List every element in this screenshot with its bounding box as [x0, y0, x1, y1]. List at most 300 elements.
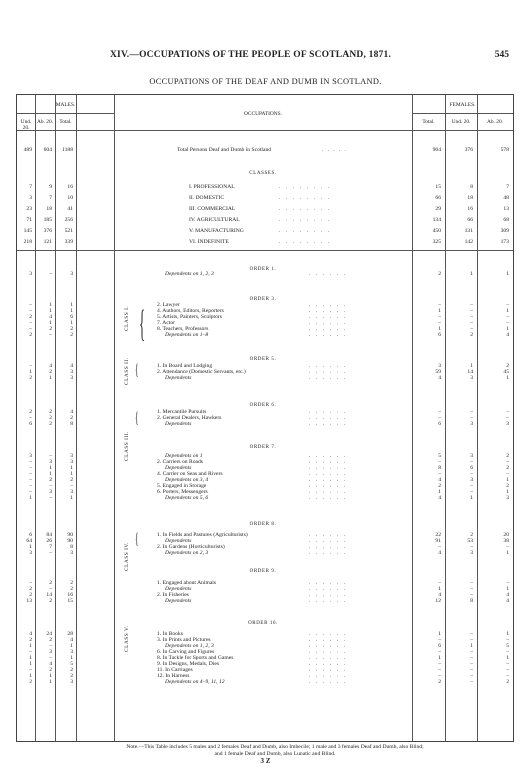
cell: – [506, 580, 509, 586]
cell: – [470, 679, 473, 685]
cell: – [470, 314, 473, 320]
cell: – [470, 483, 473, 489]
cell: 66 [435, 195, 441, 201]
brace-icon: { [134, 531, 139, 548]
cell: 1 [470, 271, 473, 277]
leader-dots: . . . . . . [309, 465, 346, 471]
cell: – [470, 459, 473, 465]
note-line: Note.—This Table includes 5 males and 2 females Deaf and Dumb, also Imbecile; 1 male and 3 females Deaf and Dumb, also Blind; [126, 744, 424, 750]
leader-dots: . . . . . . [309, 544, 346, 550]
cell: – [49, 271, 52, 277]
cell: 3 [438, 363, 441, 369]
cell: – [506, 409, 509, 415]
cell: 2 [49, 580, 52, 586]
cell: 28 [67, 631, 73, 637]
leader-dots: . . . . . . [309, 421, 346, 427]
occupation-label: Dependents on 4–9, 11, 12 [165, 679, 225, 685]
cell: 3 [470, 375, 473, 381]
f-ab20-heading: Ab. 20. [486, 119, 504, 125]
cell: 4 [506, 332, 509, 338]
cell: 2 [70, 477, 73, 483]
cell: – [29, 465, 32, 471]
occupations-heading: OCCUPATIONS. [244, 111, 282, 117]
order-heading: ORDER 5. [249, 357, 277, 362]
cell: 3 [470, 477, 473, 483]
cell: 53 [467, 538, 473, 544]
cell: 1 [506, 326, 509, 332]
occupation-label: 6. In Carving and Figures [157, 649, 215, 655]
brace-icon: { [134, 362, 139, 379]
cell: – [49, 643, 52, 649]
cell: – [506, 544, 509, 550]
cell: 185 [43, 217, 52, 223]
cell: – [29, 580, 32, 586]
cell: 90 [67, 538, 73, 544]
cell: 14 [467, 369, 473, 375]
cell: – [470, 661, 473, 667]
cell: 1 [49, 302, 52, 308]
cell: 5 [438, 453, 441, 459]
cell: 15 [435, 184, 441, 190]
cell: 3 [70, 679, 73, 685]
cell: 2 [29, 592, 32, 598]
cell: 1 [49, 673, 52, 679]
leader-dots: . . . . . . [309, 314, 346, 320]
m-und20-heading: Und. 20. [20, 119, 32, 131]
cell: 1 [470, 495, 473, 501]
occupation-label: Dependents on 1 [165, 453, 203, 459]
cell: 1 [438, 308, 441, 314]
leader-dots: . . . . . . [309, 409, 346, 415]
leader-dots: . . . . . . [309, 483, 346, 489]
cell: – [470, 326, 473, 332]
cell: – [470, 415, 473, 421]
leader-dots: . . . . . . [309, 550, 346, 556]
cell: – [29, 649, 32, 655]
cell: 3 [70, 271, 73, 277]
leader-dots: . . . . . . [309, 667, 346, 673]
classes-heading: CLASSES. [249, 171, 277, 176]
cell: 3 [70, 369, 73, 375]
cell: 3 [70, 453, 73, 459]
cell: 4 [438, 592, 441, 598]
cell: 1 [506, 586, 509, 592]
cell: 3 [49, 489, 52, 495]
note-line: and 1 female Deaf and Dumb, also Lunatic and Blind. [214, 751, 336, 757]
cell: – [29, 415, 32, 421]
cell: 450 [432, 228, 441, 234]
class-label: CLASS V. [124, 625, 130, 652]
occupation-label: Dependents [165, 538, 192, 544]
cell: 4 [70, 363, 73, 369]
cell: – [470, 637, 473, 643]
cell: 1 [506, 655, 509, 661]
cell: 1 [506, 550, 509, 556]
cell: – [470, 308, 473, 314]
cell: 2 [49, 326, 52, 332]
cell: 2 [49, 421, 52, 427]
cell: – [506, 459, 509, 465]
leader-dots: . . . . . . [309, 586, 346, 592]
cell: – [29, 302, 32, 308]
cell: – [470, 580, 473, 586]
leader-dots: . . . . . . [309, 375, 346, 381]
leader-dots: . . . . . . [309, 453, 346, 459]
cell: 3 [470, 421, 473, 427]
leader-dots: . . . . . . [309, 495, 346, 501]
cell: – [438, 580, 441, 586]
leader-dots: . . . . . . [309, 532, 346, 538]
cell: 90 [67, 532, 73, 538]
cell: 8 [70, 544, 73, 550]
cell: 1 [70, 302, 73, 308]
cell: – [506, 415, 509, 421]
cell: – [506, 673, 509, 679]
order-heading: ORDER 8. [249, 522, 277, 527]
cell: 2 [70, 415, 73, 421]
cell: 1 [70, 471, 73, 477]
occupation-label: Dependents on 1–8 [165, 332, 209, 338]
cell: 145 [23, 228, 32, 234]
occupation-label: 4. Authors, Editors, Reporters [157, 308, 224, 314]
leader-dots: . . . . . . . . [279, 195, 330, 201]
cell: 4 [49, 363, 52, 369]
occupation-label: 2. Carriers on Roads [157, 459, 203, 465]
occupation-label: 1. Engaged about Animals [157, 580, 217, 586]
cell: 131 [464, 228, 473, 234]
cell: 3 [70, 489, 73, 495]
occupation-label: 11. In Carriages [157, 667, 193, 673]
leader-dots: . . . . . . [309, 271, 346, 277]
cell: 1 [49, 471, 52, 477]
cell: – [49, 586, 52, 592]
cell: 45 [503, 369, 509, 375]
leader-dots: . . . . . . [309, 489, 346, 495]
m-ab20-heading: Ab. 20. [36, 119, 54, 125]
cell: – [470, 592, 473, 598]
cell: – [438, 302, 441, 308]
cell: 18 [46, 206, 52, 212]
leader-dots: . . . . . . [309, 363, 346, 369]
cell: 5 [70, 661, 73, 667]
cell: – [506, 649, 509, 655]
cell: – [438, 320, 441, 326]
cell: – [470, 649, 473, 655]
cell: – [438, 667, 441, 673]
cell: 1 [29, 643, 32, 649]
cell: 14 [46, 592, 52, 598]
cell: 521 [64, 228, 73, 234]
cell: 4 [70, 409, 73, 415]
cell: 3 [70, 550, 73, 556]
cell: 1 [49, 375, 52, 381]
class-label: CLASS IV. [124, 542, 130, 571]
cell: – [470, 673, 473, 679]
cell: 1 [70, 655, 73, 661]
cell: 3 [70, 375, 73, 381]
order-heading: ORDER 6. [249, 403, 277, 408]
occupation-label: 2. Lawyer [157, 302, 180, 308]
cell: 1 [70, 643, 73, 649]
f-total-heading: Total. [422, 119, 435, 125]
cell: 1 [470, 363, 473, 369]
cell: 6 [470, 465, 473, 471]
class-label: CLASS III. [124, 431, 130, 461]
cell: 24 [46, 631, 52, 637]
cell: 1 [470, 643, 473, 649]
signature-mark: 3 Z [260, 757, 271, 765]
occupation-label: 12. In Harness [157, 673, 190, 679]
leader-dots: . . . . . . [309, 580, 346, 586]
leader-dots: . . . . . . [309, 655, 346, 661]
cell: 6 [29, 532, 32, 538]
cell: – [470, 667, 473, 673]
cell: – [438, 637, 441, 643]
cell: 2 [70, 586, 73, 592]
occupation-label: Dependents on 5, 6 [165, 495, 209, 501]
cell: 2 [29, 375, 32, 381]
cell: 1 [506, 477, 509, 483]
occupation-label: 7. Actor [157, 320, 176, 326]
leader-dots: . . . . . . [309, 673, 346, 679]
cell: 3 [70, 459, 73, 465]
cell: 4 [438, 550, 441, 556]
occupation-label: Dependents [165, 586, 192, 592]
cell: 3 [506, 421, 509, 427]
cell: – [438, 649, 441, 655]
leader-dots: . . . . . . [309, 471, 346, 477]
cell: 3 [29, 550, 32, 556]
cell: 325 [432, 239, 441, 245]
cell: 8 [470, 184, 473, 190]
leader-dots: . . . . . . [309, 631, 346, 637]
cell: 2 [49, 667, 52, 673]
occupation-label: 2. General Dealers, Hawkers [157, 415, 222, 421]
cell: 3 [49, 649, 52, 655]
cell: 5 [506, 643, 509, 649]
leader-dots: . . . . . . [309, 332, 346, 338]
occupation-label: 1. In Books [157, 631, 183, 637]
cell: 218 [23, 239, 32, 245]
cell: 38 [503, 538, 509, 544]
class-label-text: II. DOMESTIC [189, 195, 225, 201]
cell: 1 [70, 495, 73, 501]
cell: – [29, 363, 32, 369]
cell: 1 [49, 320, 52, 326]
occupation-label: 8. Teachers, Professors [157, 326, 209, 332]
table-title: OCCUPATIONS OF THE DEAF AND DUMB IN SCOTLAND. [149, 77, 382, 86]
cell: – [438, 409, 441, 415]
cell: – [49, 655, 52, 661]
cell: 4 [438, 477, 441, 483]
cell: – [70, 483, 73, 489]
cell: 4 [438, 375, 441, 381]
males-heading: MALES. [55, 102, 76, 108]
cell: 23 [26, 206, 32, 212]
class-label-text: VI. INDEFINITE [189, 239, 229, 245]
leader-dots: . . . . . . [309, 369, 346, 375]
occupation-label: Dependents on 2, 3 [165, 550, 209, 556]
cell: 41 [67, 206, 73, 212]
cell: 1 [49, 308, 52, 314]
cell: 10 [67, 195, 73, 201]
cell: 3 [470, 550, 473, 556]
leader-dots: . . . . . . . . [279, 184, 330, 190]
cell: 13 [503, 206, 509, 212]
leader-dots: . . . . . . [309, 643, 346, 649]
cell: 2 [49, 415, 52, 421]
cell: – [470, 655, 473, 661]
cell: 12 [435, 598, 441, 604]
class-label-text: III. COMMERCIAL [189, 206, 236, 212]
cell: 2 [438, 679, 441, 685]
f-und20-heading: Und. 20. [451, 119, 471, 125]
cell: 2 [470, 532, 473, 538]
cell: 13 [26, 598, 32, 604]
cell: 1 [49, 465, 52, 471]
cell: 2 [49, 598, 52, 604]
cell: – [49, 453, 52, 459]
cell: – [470, 489, 473, 495]
cell: 2 [49, 637, 52, 643]
cell: – [438, 471, 441, 477]
cell: 2 [29, 409, 32, 415]
cell: 16 [467, 206, 473, 212]
leader-dots: . . . . . . [309, 538, 346, 544]
cell: 4 [438, 495, 441, 501]
cell: – [438, 314, 441, 320]
occupation-label: 9. In Designs, Medals, Dies [157, 661, 219, 667]
leader-dots: . . . . . . [309, 308, 346, 314]
cell: 2 [506, 679, 509, 685]
cell: – [29, 489, 32, 495]
cell: – [470, 544, 473, 550]
leader-dots: . . . . . . [309, 415, 346, 421]
cell: – [470, 302, 473, 308]
cell: 2 [70, 673, 73, 679]
leader-dots: . . . . . . . . [279, 217, 330, 223]
cell: 2 [470, 332, 473, 338]
cell: 48 [503, 195, 509, 201]
occupation-label: 1. In Fields and Pastures (Agriculturists) [157, 532, 248, 538]
occupations-table [16, 94, 514, 742]
cell: 3 [29, 271, 32, 277]
cell: 71 [26, 217, 32, 223]
cell: – [506, 637, 509, 643]
cell: 2 [29, 637, 32, 643]
cell: 1 [438, 655, 441, 661]
cell: 2 [70, 326, 73, 332]
cell: 376 [43, 228, 52, 234]
cell: 2 [29, 332, 32, 338]
cell: 1 [438, 586, 441, 592]
cell: – [470, 471, 473, 477]
class-label-text: I. PROFESSIONAL [189, 184, 235, 190]
occupation-label: Dependents [165, 465, 192, 471]
cell: 8 [470, 598, 473, 604]
cell: 4 [49, 314, 52, 320]
cell: 66 [467, 217, 473, 223]
cell: 6 [438, 421, 441, 427]
occupation-label: Dependents on 1, 2, 3 [165, 271, 214, 277]
cell: – [506, 471, 509, 477]
leader-dots: . . . . . . [309, 598, 346, 604]
cell: 1 [506, 308, 509, 314]
cell: 6 [438, 332, 441, 338]
occupation-label: 8. In Tackle for Sports and Games [157, 655, 234, 661]
cell: 7 [506, 184, 509, 190]
cell: 3 [506, 495, 509, 501]
table-note [40, 744, 510, 758]
cell: 1 [29, 544, 32, 550]
cell: – [470, 631, 473, 637]
cell: 2 [70, 332, 73, 338]
leader-dots: . . . . . . [309, 477, 346, 483]
order-heading: ORDER 10. [248, 621, 278, 626]
occupation-label: Dependents on 1, 2, 3 [165, 643, 214, 649]
leader-dots: . . . . . . [309, 637, 346, 643]
cell: 1 [70, 465, 73, 471]
cell: 3 [29, 195, 32, 201]
occupation-label: 2. In Gardens (Horticulturists) [157, 544, 225, 550]
cell: 2 [49, 369, 52, 375]
cell: 1 [438, 326, 441, 332]
cell: – [438, 459, 441, 465]
class-label: CLASS II. [124, 357, 130, 385]
cell: 2 [49, 409, 52, 415]
cell: – [438, 673, 441, 679]
order-heading: ORDER 3. [249, 297, 277, 302]
leader-dots: . . . . . . . . [279, 206, 330, 212]
leader-dots: . . . . . . [309, 326, 346, 332]
cell: 84 [46, 532, 52, 538]
cell: 578 [500, 147, 509, 153]
occupation-label: Dependents [165, 375, 192, 381]
cell: 16 [67, 184, 73, 190]
cell: – [506, 320, 509, 326]
cell: 2 [49, 477, 52, 483]
cell: 91 [435, 538, 441, 544]
cell: 1 [29, 655, 32, 661]
cell: 1 [438, 631, 441, 637]
occupation-label: Dependents [165, 421, 192, 427]
cell: 8 [438, 465, 441, 471]
order-heading: ORDER 7. [249, 445, 277, 450]
cell: 4 [506, 598, 509, 604]
occupation-label: Dependents [165, 598, 192, 604]
occupation-label: 1. Mercantile Pursuits [157, 409, 207, 415]
leader-dots: . . . . . . [309, 661, 346, 667]
occupation-label: 5. Artists, Painters, Sculptors [157, 314, 222, 320]
cell: 22 [435, 532, 441, 538]
cell: – [506, 314, 509, 320]
leader-dots: . . . . . . [309, 320, 346, 326]
cell: 2 [29, 679, 32, 685]
leader-dots: . . . . . . . . [279, 239, 330, 245]
cell: – [49, 495, 52, 501]
cell: 26 [46, 538, 52, 544]
cell: 604 [43, 147, 52, 153]
cell: 6 [438, 643, 441, 649]
cell: 1 [29, 673, 32, 679]
cell: 142 [464, 239, 473, 245]
cell: 4 [49, 661, 52, 667]
cell: 4 [70, 637, 73, 643]
cell: 59 [435, 369, 441, 375]
cell: – [470, 409, 473, 415]
cell: – [29, 477, 32, 483]
cell: 2 [29, 314, 32, 320]
